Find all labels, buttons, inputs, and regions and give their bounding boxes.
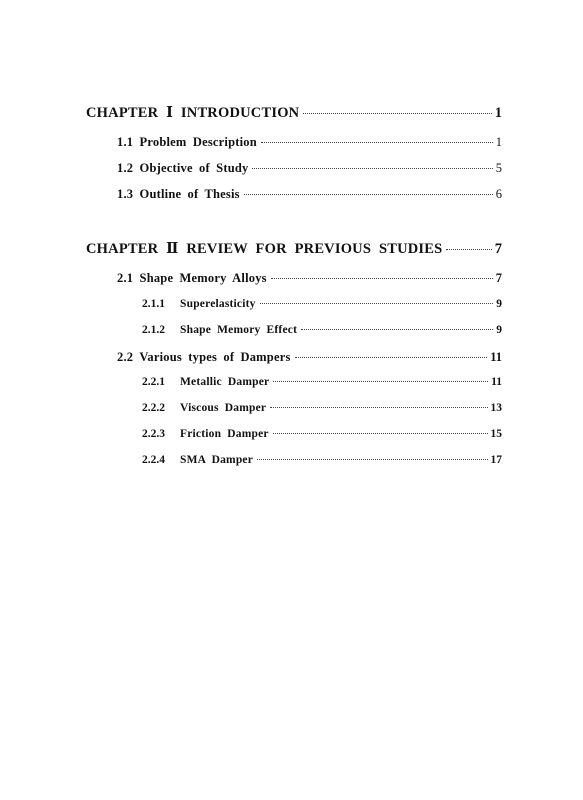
toc-section-2-2 [117,350,502,365]
toc-entry-title: Viscous Damper [180,402,267,414]
dot-leader [273,433,488,434]
toc-entry-title: Shape Memory Effect [180,324,298,336]
toc-section-2-1 [117,271,502,286]
toc-section-1-1 [117,135,502,150]
toc-subsection-2-2-4 [142,454,502,466]
toc-page-number: 15 [490,428,502,440]
toc-page-number: 11 [490,350,502,364]
toc-section-1-3 [117,187,502,202]
toc-entry-title: 2.2 Various types of Dampers [117,350,291,364]
toc-page-number: 17 [490,454,502,466]
toc-section-1-2 [117,161,502,176]
toc-entry-title: CHAPTER Ⅰ INTRODUCTION [86,105,300,121]
dot-leader [301,329,493,330]
dot-leader [260,303,494,304]
dot-leader [303,113,491,114]
toc-subsection-2-1-2 [142,324,502,336]
dot-leader [273,381,488,382]
toc-entry-title: 1.2 Objective of Study [117,161,249,175]
toc-page-number: 7 [495,271,502,285]
toc-entry-number: 2.1.2 [142,324,165,336]
toc-entry-title: CHAPTER Ⅱ REVIEW FOR PREVIOUS STUDIES [86,241,443,257]
toc-entry-number: 2.1.1 [142,298,165,310]
toc-entry-title: 2.1 Shape Memory Alloys [117,271,267,285]
dot-leader [270,407,487,408]
toc-page-number: 1 [494,105,502,121]
toc-entry-title: 1.3 Outline of Thesis [117,187,240,201]
toc-entry-number: 2.2.1 [142,376,165,388]
toc-subsection-2-2-3 [142,428,502,440]
toc-subsection-2-1-1 [142,298,502,310]
toc-page-number: 7 [494,241,502,257]
toc-entry-number: 2.2.4 [142,454,165,466]
toc-subsection-2-2-2 [142,402,502,414]
toc-page-number: 5 [495,161,502,175]
dot-leader [252,168,492,169]
toc-page-number: 6 [495,187,502,201]
toc-entry-title: Friction Damper [180,428,269,440]
toc-subsection-2-2-1 [142,376,502,388]
toc-chapter-1 [86,104,502,122]
toc-page-number: 1 [495,135,502,149]
dot-leader [257,459,487,460]
dot-leader [271,278,493,279]
toc-entry-title: 1.1 Problem Description [117,135,257,149]
toc-page-number: 13 [490,402,502,414]
toc-page-number: 11 [491,376,502,388]
toc-page-number: 9 [496,324,502,336]
toc-entry-title: Superelasticity [180,298,256,310]
toc-entry-number: 2.2.3 [142,428,165,440]
dot-leader [261,142,493,143]
toc-entry-title: Metallic Damper [180,376,270,388]
toc-entry-number: 2.2.2 [142,402,165,414]
toc-chapter-2 [86,240,502,258]
toc-entry-title: SMA Damper [180,454,254,466]
dot-leader [295,357,488,358]
toc-page-number: 9 [496,298,502,310]
dot-leader [446,249,491,250]
dot-leader [244,194,493,195]
